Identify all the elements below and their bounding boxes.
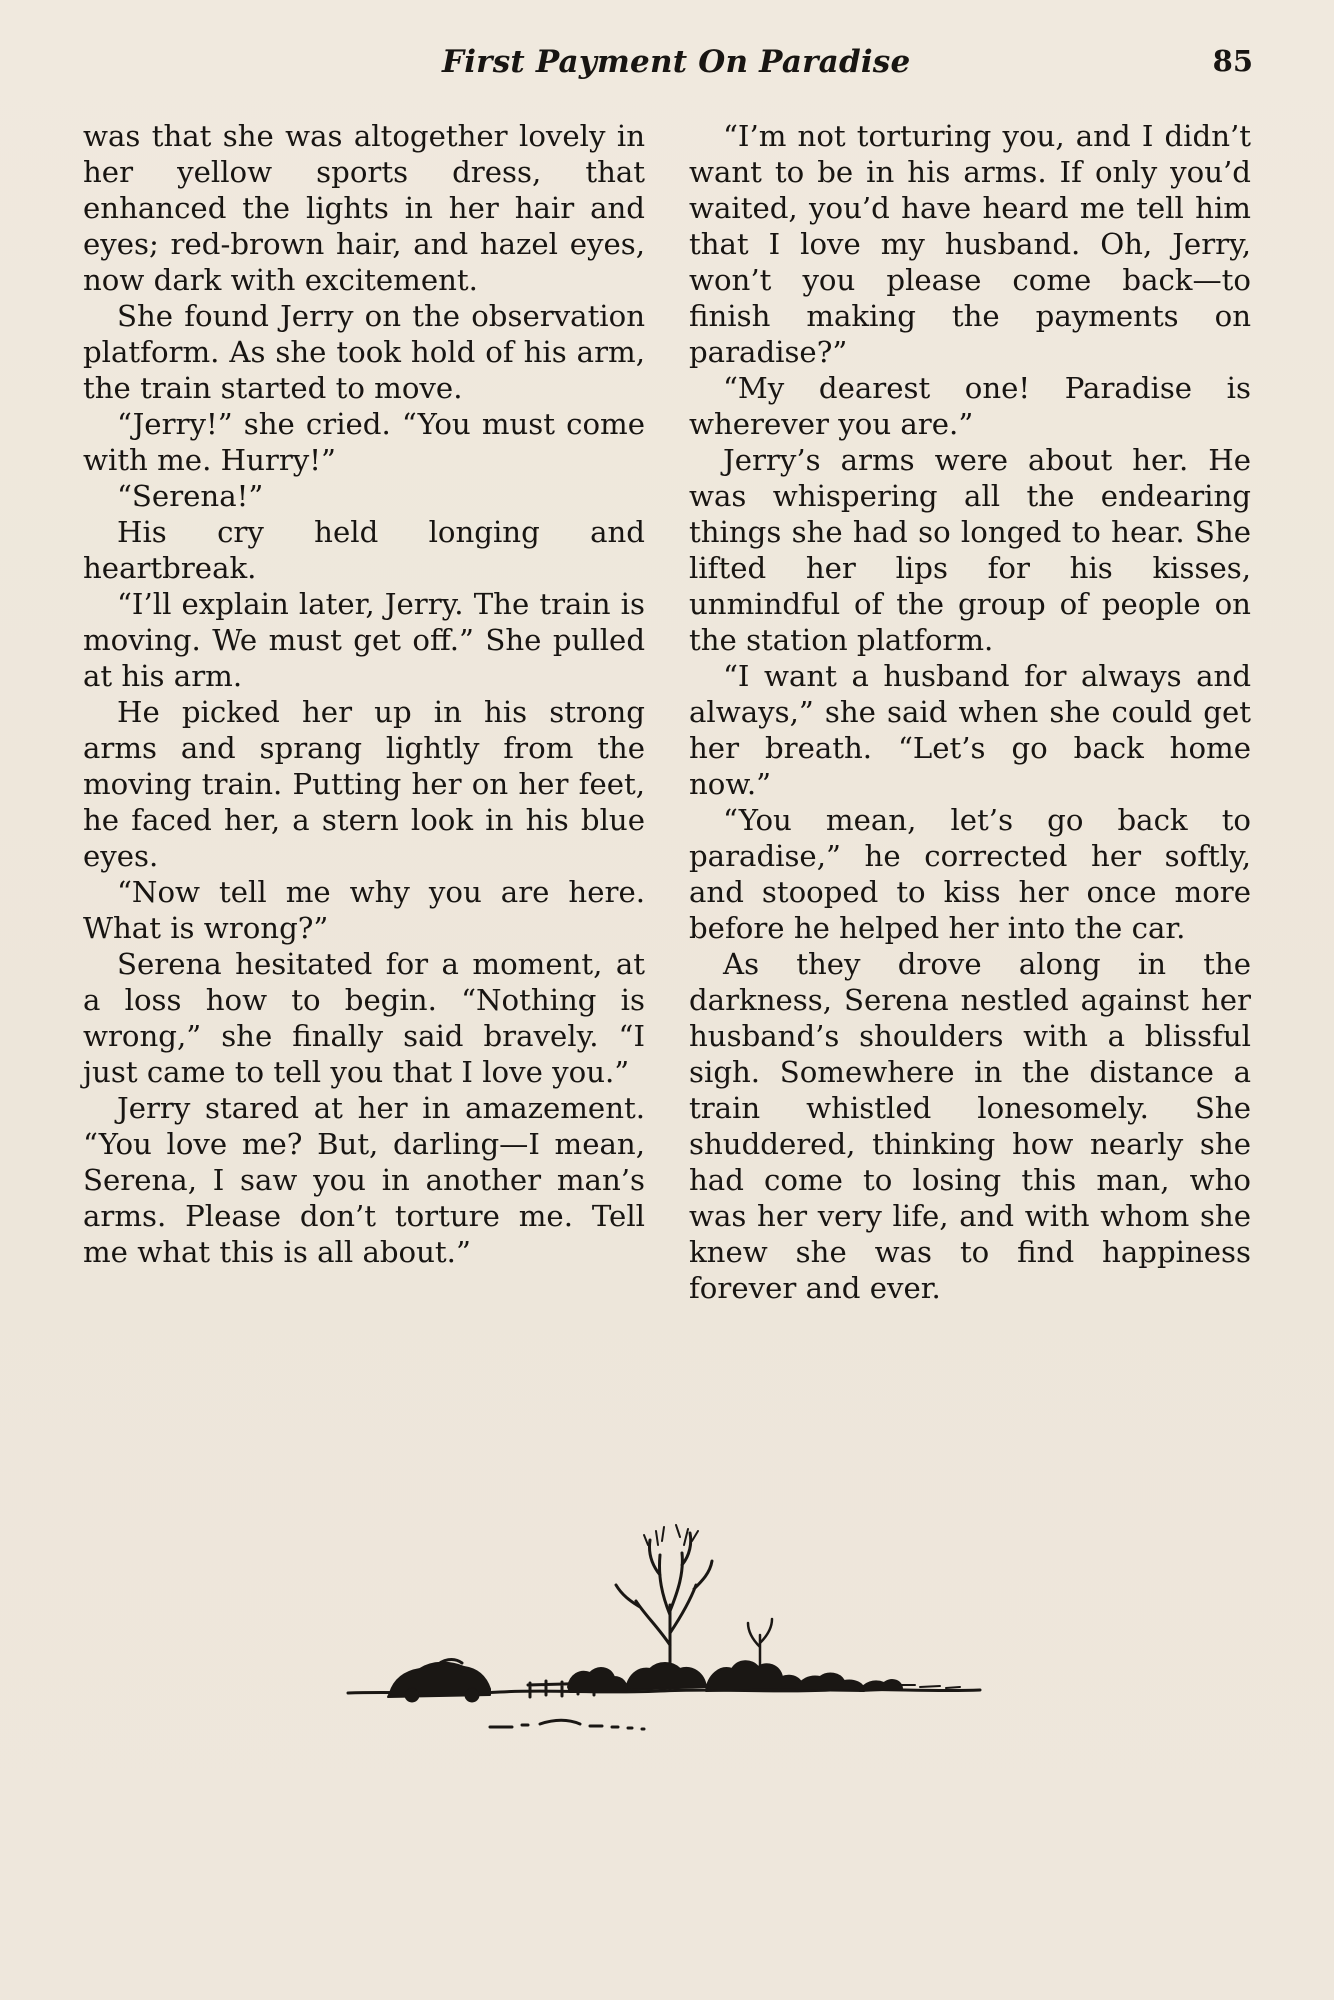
paragraph: “I’m not torturing you, and I didn’t want to be in his arms. If only you’d waited, you’d have heard me tell him that I love my husband. Oh, Jerry, won’t you please come back—to finish making the payments on paradise?” bbox=[689, 119, 1251, 369]
paragraph: As they drove along in the darkness, Serena nestled against her husband’s shoulders with a blissful sigh. Somewhere in the distance a train whistled lonesomely. She shuddered, thinking how nearly she had come to losing this man, who was her very life, and with whom she knew she was to find happiness forever and ever. bbox=[689, 947, 1251, 1305]
paragraph: “I’ll explain later, Jerry. The train is moving. We must get off.” She pulled at his arm. bbox=[83, 587, 645, 693]
landscape-tree-car-icon bbox=[340, 1515, 995, 1750]
paragraph: His cry held longing and heartbreak. bbox=[83, 515, 645, 585]
paragraph: “Jerry!” she cried. “You must come with me. Hurry!” bbox=[83, 407, 645, 477]
right-column bbox=[689, 118, 1251, 1306]
paragraph: was that she was altogether lovely in her yellow sports dress, that enhanced the lights in her hair and eyes; red-brown hair, and hazel eyes, now dark with excitement. bbox=[83, 119, 645, 297]
paragraph: “My dearest one! Paradise is wherever you are.” bbox=[689, 371, 1251, 441]
paragraph: Serena hesitated for a moment, at a loss how to begin. “Nothing is wrong,” she finally said bravely. “I just came to tell you that I love you.” bbox=[83, 947, 645, 1089]
paragraph: She found Jerry on the observation platform. As she took hold of his arm, the train started to move. bbox=[83, 299, 645, 405]
paragraph: “Serena!” bbox=[117, 479, 264, 513]
page-number: 85 bbox=[1212, 44, 1253, 78]
paragraph: “Now tell me why you are here. What is wrong?” bbox=[83, 875, 645, 945]
paragraph: “You mean, let’s go back to paradise,” he corrected her softly, and stooped to kiss her once more before he helped her into the car. bbox=[689, 803, 1251, 945]
ornament-drawing bbox=[340, 1515, 995, 1750]
paragraph: Jerry’s arms were about her. He was whispering all the endearing things she had so longed to hear. She lifted her lips for his kisses, unmindful of the group of people on the station platform. bbox=[689, 443, 1251, 657]
paragraph: He picked her up in his strong arms and sprang lightly from the moving train. Putting her on her feet, he faced her, a stern look in his blue eyes. bbox=[83, 695, 645, 873]
paragraph: Jerry stared at her in amazement. “You love me? But, darling—I mean, Serena, I saw you in another man’s arms. Please don’t torture me. Tell me what this is all about.” bbox=[83, 1091, 645, 1269]
running-title: First Payment On Paradise bbox=[442, 44, 911, 80]
left-column bbox=[83, 118, 645, 1270]
paragraph: “I want a husband for always and always,” she said when she could get her breath. “Let’s go back home now.” bbox=[689, 659, 1251, 801]
running-head bbox=[0, 44, 1334, 90]
